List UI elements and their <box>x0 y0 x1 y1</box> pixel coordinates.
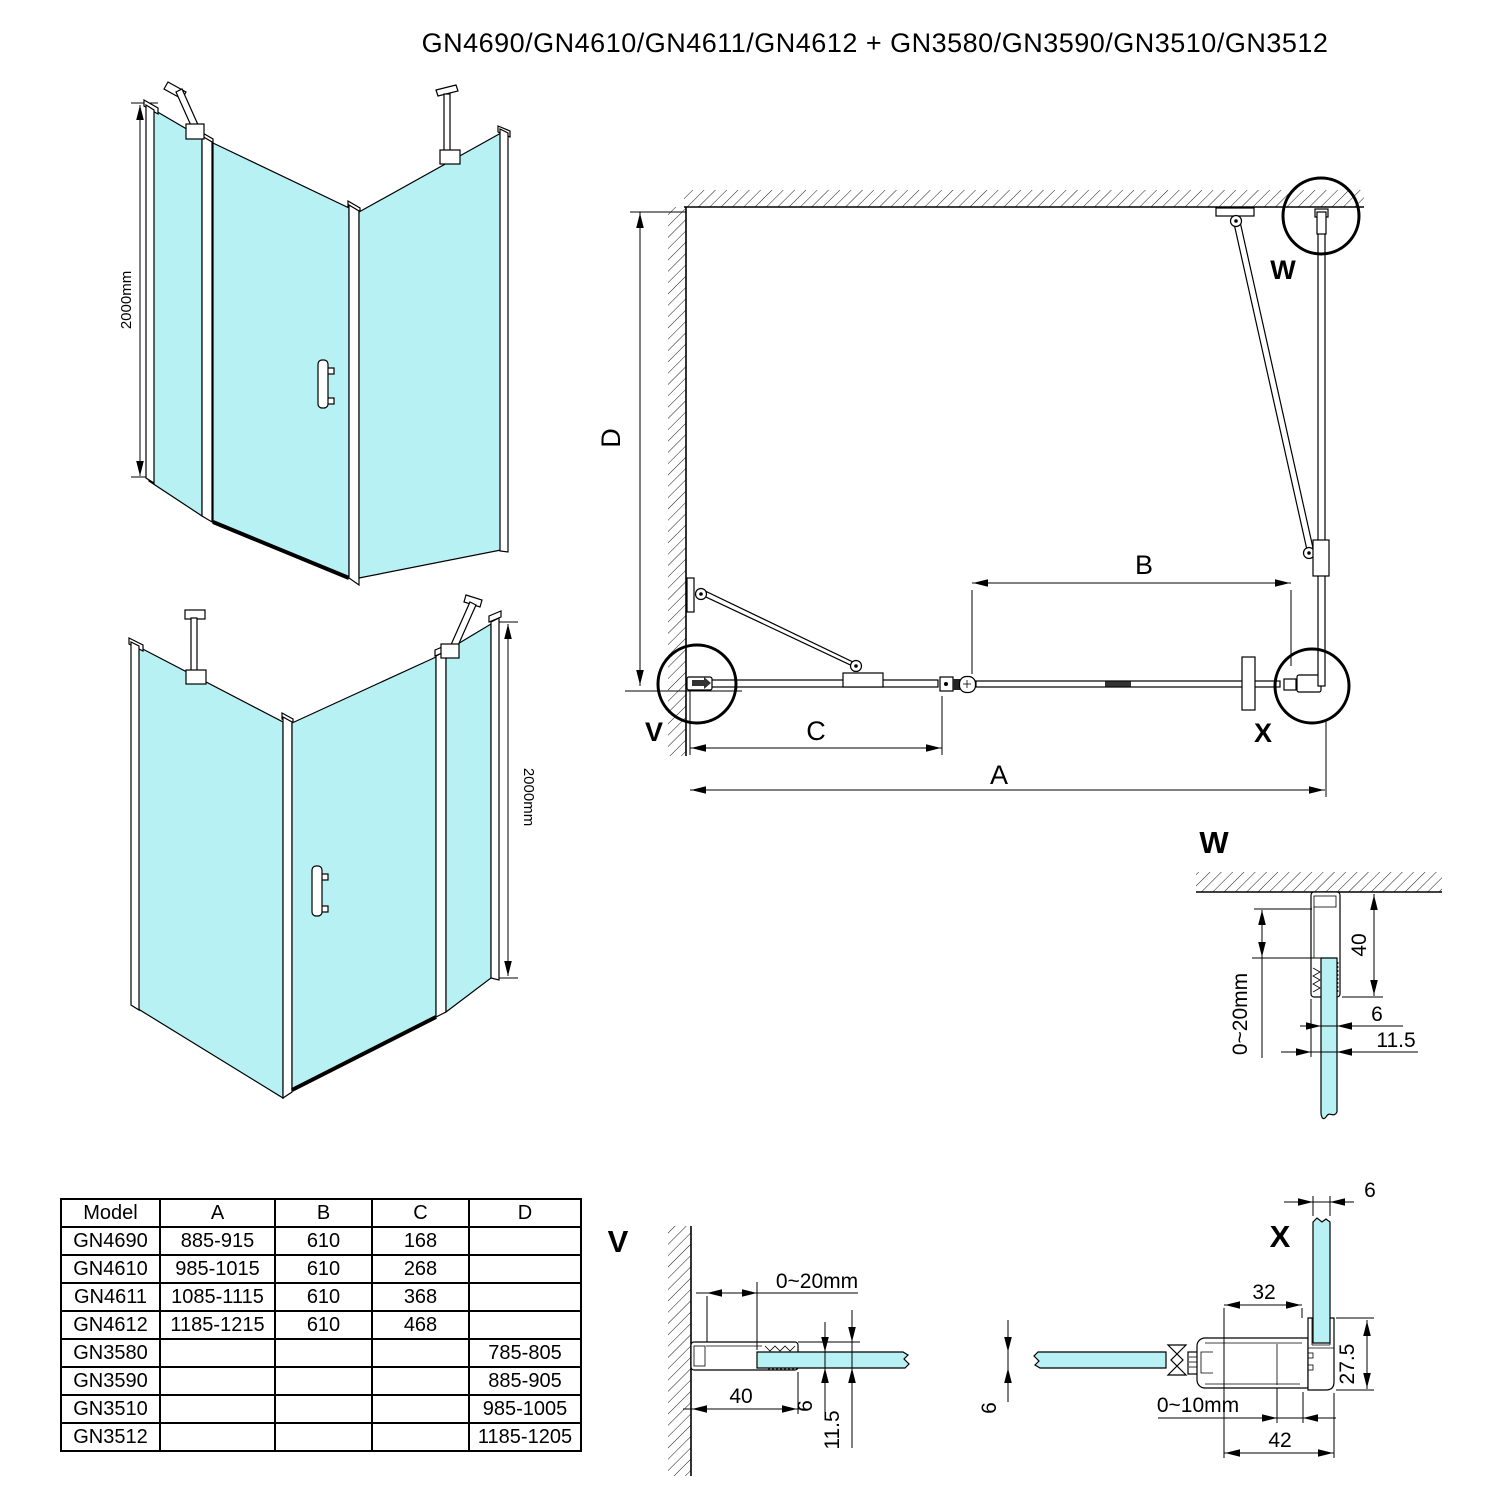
table-row <box>61 1423 581 1451</box>
cell-model: GN3580 <box>61 1339 160 1367</box>
spec-table-header-row <box>61 1199 581 1227</box>
col-header-b: B <box>275 1199 372 1227</box>
cell-d: 785-805 <box>469 1339 581 1367</box>
cell-d: 885-905 <box>469 1367 581 1395</box>
col-header-c: C <box>372 1199 469 1227</box>
detail-v-glass <box>757 1352 909 1368</box>
detail-x-view <box>978 1179 1376 1458</box>
cell-c <box>372 1339 469 1367</box>
iso-bottom-support-bar-left <box>185 610 206 684</box>
detail-x-dim-42 <box>1224 1393 1334 1458</box>
detail-v-view <box>608 1224 909 1476</box>
detail-x-dim-32-label: 32 <box>1252 1281 1276 1304</box>
detail-x-side-glass <box>1313 1218 1330 1343</box>
cell-d <box>469 1283 581 1311</box>
detail-w-glass <box>1321 958 1337 1119</box>
detail-v-dim-offset-label: 11.5 <box>821 1410 844 1450</box>
plan-side-panel-top-hook <box>1317 212 1326 234</box>
cell-model: GN4610 <box>61 1255 160 1283</box>
table-row <box>61 1339 581 1367</box>
detail-x-dim-275 <box>1336 1318 1374 1390</box>
cell-a <box>160 1395 275 1423</box>
plan-corner-wall-profile <box>1242 657 1255 710</box>
iso-bottom-left-frame <box>131 642 139 1010</box>
plan-dim-a-label: A <box>989 760 1009 790</box>
iso-bottom-right-frame <box>491 618 499 980</box>
detail-x-dim-glass-left <box>978 1320 1012 1414</box>
plan-left-wall-hatch <box>668 207 686 756</box>
cell-b <box>275 1367 372 1395</box>
detail-v-dim-40 <box>683 1372 806 1414</box>
table-row <box>61 1395 581 1423</box>
plan-dim-b-label: B <box>1134 550 1154 580</box>
table-row <box>61 1367 581 1395</box>
iso-bottom-hinge-profile <box>436 651 446 1017</box>
detail-v-dim-40-label: 40 <box>729 1385 753 1408</box>
cell-model: GN4690 <box>61 1227 160 1255</box>
detail-v-dim-gap-label: 0~20mm <box>775 1270 859 1293</box>
cell-b: 610 <box>275 1283 372 1311</box>
iso-top-left-frame <box>146 105 154 483</box>
table-row <box>61 1311 581 1339</box>
iso-top-hinge-profile <box>202 136 212 522</box>
plan-dim-b <box>972 550 1291 674</box>
iso-top-fixed-panel-glass <box>149 107 202 516</box>
cell-d: 985-1005 <box>469 1395 581 1423</box>
plan-detail-v-label: V <box>644 717 664 747</box>
cell-c: 168 <box>372 1227 469 1255</box>
detail-w-dim-gap-label: 0~20mm <box>1229 972 1252 1056</box>
detail-w-dim-40-label: 40 <box>1348 933 1371 957</box>
cell-b: 610 <box>275 1311 372 1339</box>
cell-a: 985-1015 <box>160 1255 275 1283</box>
plan-door-hinge <box>940 677 976 693</box>
plan-corner-block-small <box>1284 679 1296 690</box>
plan-side-panel-glass <box>1318 212 1325 686</box>
plan-dim-c <box>690 691 942 755</box>
page-title: GN4690/GN4610/GN4611/GN4612 + GN3580/GN3590/GN3510/GN3512 <box>421 28 1329 58</box>
cell-a: 885-915 <box>160 1227 275 1255</box>
detail-w-dim-offset-label: 11.5 <box>1376 1029 1416 1052</box>
detail-x-door-glass <box>1034 1352 1166 1368</box>
col-header-a: A <box>160 1199 275 1227</box>
iso-view-top <box>118 82 510 585</box>
cell-model: GN3510 <box>61 1395 160 1423</box>
plan-top-wall-hatch <box>684 190 1364 207</box>
detail-x-dim-glass-top <box>1284 1179 1376 1216</box>
detail-w-view <box>1196 825 1442 1119</box>
cell-c: 368 <box>372 1283 469 1311</box>
plan-fixed-glass <box>710 680 938 687</box>
detail-w-dim-40 <box>1342 894 1383 997</box>
detail-v-heading: V <box>607 1224 629 1259</box>
detail-x-seal <box>1168 1345 1186 1375</box>
iso-bottom-height-label: 2000mm <box>520 767 537 827</box>
cell-a <box>160 1367 275 1395</box>
cell-a: 1085-1115 <box>160 1283 275 1311</box>
spec-table <box>60 1198 582 1452</box>
detail-x-dim-glass-left-label: 6 <box>978 1402 1001 1414</box>
cell-b <box>275 1423 372 1451</box>
detail-x-profile-body <box>1197 1338 1308 1388</box>
cell-d <box>469 1311 581 1339</box>
cell-d <box>469 1255 581 1283</box>
plan-door-seal-mark <box>1105 682 1131 687</box>
detail-x-dim-275-label: 27.5 <box>1336 1343 1359 1385</box>
cell-c: 268 <box>372 1255 469 1283</box>
cell-d: 1185-1205 <box>469 1423 581 1451</box>
iso-bottom-side-panel-glass <box>135 645 283 1098</box>
plan-view <box>596 178 1364 797</box>
cell-model: GN4612 <box>61 1311 160 1339</box>
cell-b <box>275 1395 372 1423</box>
detail-w-dim-gap <box>1229 909 1321 1058</box>
detail-v-wall-hatch <box>668 1226 691 1476</box>
plan-detail-w-label: W <box>1270 255 1296 285</box>
table-row <box>61 1255 581 1283</box>
plan-dim-a <box>690 720 1326 797</box>
detail-v-dim-gap <box>696 1270 858 1350</box>
detail-x-dim-gap <box>1157 1388 1336 1423</box>
cell-model: GN3512 <box>61 1423 160 1451</box>
detail-w-dim-glass <box>1300 1003 1403 1030</box>
iso-bottom-fixed-panel-glass <box>446 624 491 1012</box>
cell-model: GN3590 <box>61 1367 160 1395</box>
cell-c <box>372 1367 469 1395</box>
detail-x-dim-glass-top-label: 6 <box>1364 1179 1376 1202</box>
detail-w-wall-hatch <box>1196 872 1442 892</box>
iso-top-right-frame <box>500 129 508 552</box>
plan-detail-x-label: X <box>1253 718 1273 748</box>
cell-d <box>469 1227 581 1255</box>
table-row <box>61 1283 581 1311</box>
col-header-d: D <box>469 1199 581 1227</box>
cell-a <box>160 1339 275 1367</box>
cell-c <box>372 1395 469 1423</box>
detail-w-heading: W <box>1199 825 1229 860</box>
detail-x-dim-42-label: 42 <box>1268 1429 1292 1452</box>
detail-x-dim-gap-label: 0~10mm <box>1156 1394 1240 1417</box>
iso-top-side-panel-glass <box>359 133 501 578</box>
plan-support-bar-left <box>687 578 883 687</box>
iso-top-support-bar-right <box>436 85 460 164</box>
cell-b: 610 <box>275 1255 372 1283</box>
iso-top-corner-post <box>349 205 359 585</box>
detail-v-dim-offset <box>798 1310 860 1450</box>
cell-a <box>160 1423 275 1451</box>
plan-dim-c-label: C <box>806 716 826 746</box>
detail-x-heading: X <box>1269 1219 1291 1254</box>
iso-bottom-height-dim <box>499 622 537 978</box>
iso-view-bottom <box>129 595 537 1098</box>
table-row <box>61 1227 581 1255</box>
detail-w-dim-glass-label: 6 <box>1371 1003 1383 1026</box>
plan-dim-d-label: D <box>596 428 626 448</box>
col-header-model: Model <box>61 1199 160 1227</box>
iso-bottom-corner-post <box>283 717 292 1098</box>
cell-c: 468 <box>372 1311 469 1339</box>
cell-a: 1185-1215 <box>160 1311 275 1339</box>
iso-top-door-glass <box>213 143 349 578</box>
cell-b: 610 <box>275 1227 372 1255</box>
cell-b <box>275 1339 372 1367</box>
cell-c <box>372 1423 469 1451</box>
detail-v-dim-glass-label: 6 <box>794 1400 817 1412</box>
cell-model: GN4611 <box>61 1283 160 1311</box>
iso-top-height-label: 2000mm <box>118 270 135 330</box>
